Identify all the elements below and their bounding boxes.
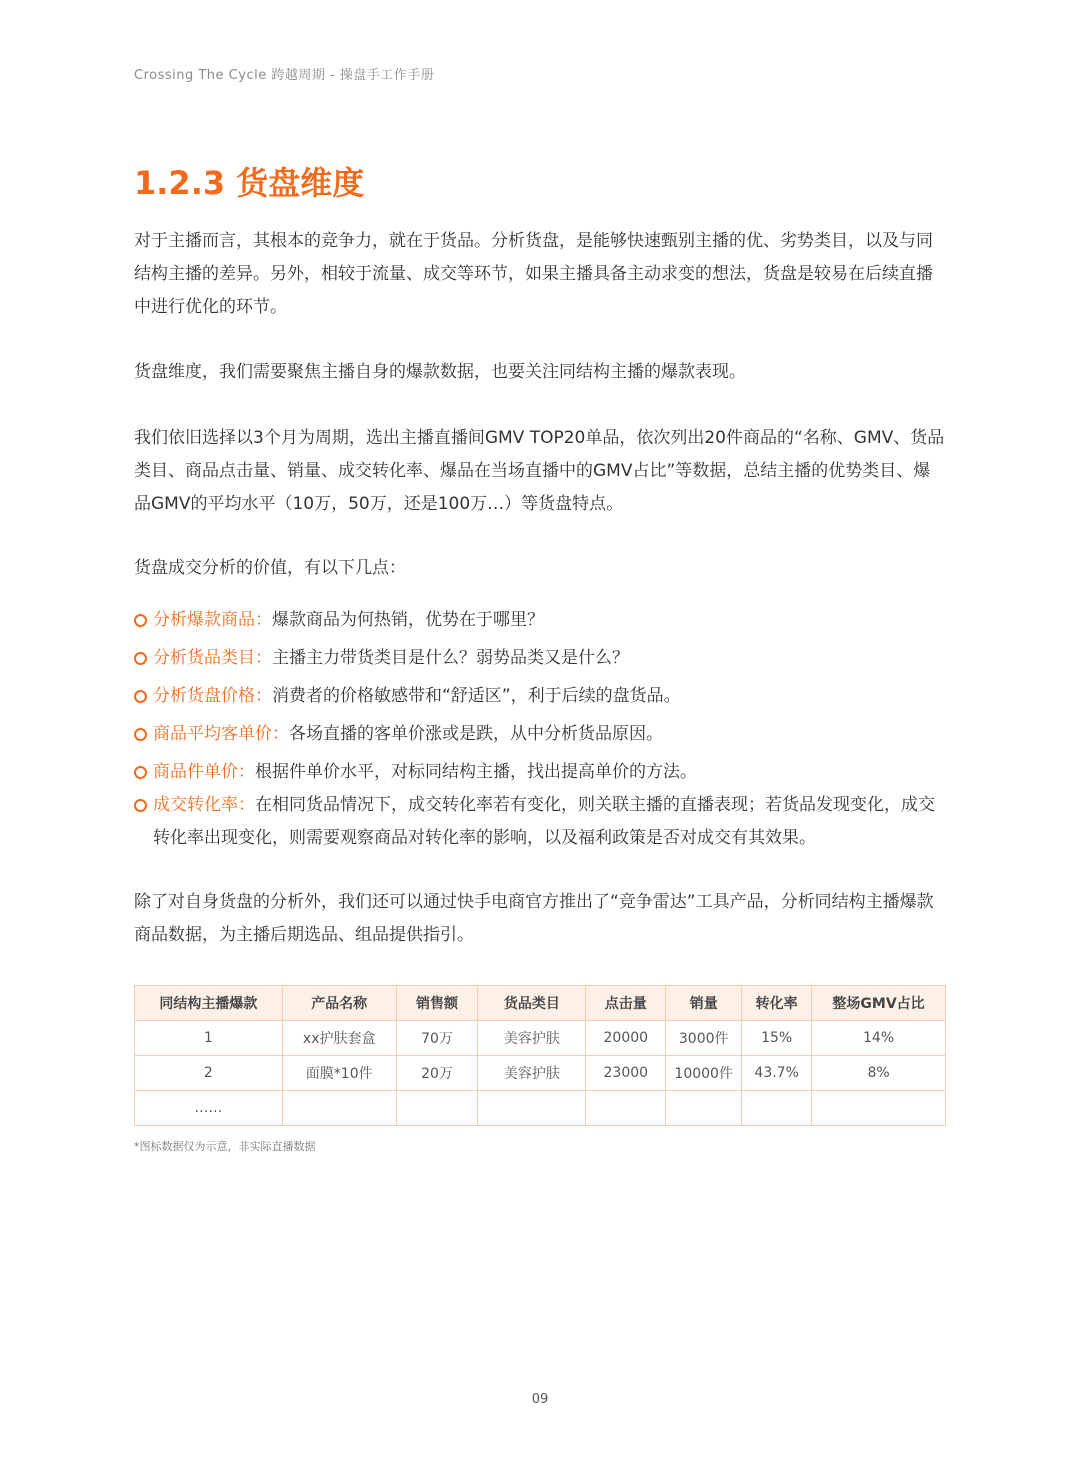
paragraph-radar-tool: 除了对自身货盘的分析外，我们还可以通过快手电商官方推出了“竞争雷达”工具产品，分析同结构主播爆款商品数据，为主播后期选品、组品提供指引。 (134, 892, 934, 945)
list-item (134, 756, 946, 789)
table-footnote: *图标数据仅为示意，非实际直播数据 (134, 1140, 316, 1153)
table-cell (586, 1091, 666, 1126)
table-cell: 1 (135, 1021, 283, 1056)
point-label: 商品件单价： (153, 762, 255, 782)
point-text: 消费者的价格敏感带和“舒适区”，利于后续的盘货品。 (272, 686, 681, 706)
table-cell: 23000 (586, 1056, 666, 1091)
table-cell (396, 1091, 478, 1126)
paragraph-focus: 货盘维度，我们需要聚焦主播自身的爆款数据，也要关注同结构主播的爆款表现。 (134, 362, 746, 382)
point-label: 成交转化率： (153, 795, 255, 815)
table-cell (478, 1091, 586, 1126)
point-text: 在相同货品情况下，成交转化率若有变化，则关联主播的直播表现；若货品发现变化，成交转化率出现变化，则需要观察商品对转化率的影响，以及福利政策是否对成交有其效果。 (153, 795, 935, 848)
paragraph-value-intro: 货盘成交分析的价值，有以下几点： (134, 558, 406, 578)
table-cell: …… (135, 1091, 283, 1126)
table-cell (812, 1091, 946, 1126)
circle-bullet-icon (134, 690, 147, 703)
point-label: 分析爆款商品： (153, 610, 272, 630)
paragraph-method: 我们依旧选择以3个月为周期，选出主播直播间GMV TOP20单品，依次列出20件商品的“名称、GMV、货品类目、商品点击量、销量、成交转化率、爆品在当场直播中的GMV占比”等数据，总结主播的优势类目、爆品GMV的平均水平（10万，50万，还是100万…）等货盘特点。 (134, 428, 945, 514)
list-item (134, 718, 946, 751)
table-header-row (135, 986, 946, 1021)
point-text: 主播主力带货类目是什么？弱势品类又是什么？ (272, 648, 629, 668)
paragraph-intro: 对于主播而言，其根本的竞争力，就在于货品。分析货盘，是能够快速甄别主播的优、劣势类目，以及与同结构主播的差异。另外，相较于流量、成交等环节，如果主播具备主动求变的想法，货盘是较易在后续直播中进行优化的环节。 (134, 231, 933, 317)
table-cell: 10000件 (666, 1056, 742, 1091)
column-header: 货品类目 (478, 986, 586, 1021)
table-cell: 20万 (396, 1056, 478, 1091)
table-cell: 14% (812, 1021, 946, 1056)
table-cell: 美容护肤 (478, 1021, 586, 1056)
table-cell: xx护肤套盒 (282, 1021, 396, 1056)
point-text: 各场直播的客单价涨或是跌，从中分析货品原因。 (289, 724, 663, 744)
table-row (135, 1021, 946, 1056)
list-item (134, 642, 946, 675)
point-label: 分析货品类目： (153, 648, 272, 668)
list-item (134, 680, 946, 713)
list-item (134, 789, 946, 855)
point-label: 商品平均客单价： (153, 724, 289, 744)
list-item (134, 604, 946, 637)
circle-bullet-icon (134, 766, 147, 779)
point-text: 爆款商品为何热销，优势在于哪里？ (272, 610, 544, 630)
table-cell (282, 1091, 396, 1126)
table-cell: 2 (135, 1056, 283, 1091)
table-cell: 43.7% (742, 1056, 812, 1091)
column-header: 整场GMV占比 (812, 986, 946, 1021)
section-title: 1.2.3 货盘维度 (134, 164, 365, 202)
table-cell (666, 1091, 742, 1126)
table-row (135, 1091, 946, 1126)
circle-bullet-icon (134, 652, 147, 665)
point-text: 根据件单价水平，对标同结构主播，找出提高单价的方法。 (255, 762, 697, 782)
page-number: 09 (531, 1392, 549, 1407)
table-cell: 15% (742, 1021, 812, 1056)
column-header: 点击量 (586, 986, 666, 1021)
table-cell: 70万 (396, 1021, 478, 1056)
circle-bullet-icon (134, 728, 147, 741)
point-label: 分析货盘价格： (153, 686, 272, 706)
column-header: 转化率 (742, 986, 812, 1021)
table-cell: 美容护肤 (478, 1056, 586, 1091)
table-cell: 8% (812, 1056, 946, 1091)
bestseller-table (134, 985, 946, 1126)
table-cell (742, 1091, 812, 1126)
table-cell: 3000件 (666, 1021, 742, 1056)
circle-bullet-icon (134, 799, 147, 812)
column-header: 销量 (666, 986, 742, 1021)
column-header: 同结构主播爆款 (135, 986, 283, 1021)
table-cell: 面膜*10件 (282, 1056, 396, 1091)
value-points-list (134, 604, 946, 855)
circle-bullet-icon (134, 614, 147, 627)
column-header: 产品名称 (282, 986, 396, 1021)
table-row (135, 1056, 946, 1091)
running-header: Crossing The Cycle 跨越周期 - 操盘手工作手册 (134, 68, 435, 83)
table-cell: 20000 (586, 1021, 666, 1056)
column-header: 销售额 (396, 986, 478, 1021)
